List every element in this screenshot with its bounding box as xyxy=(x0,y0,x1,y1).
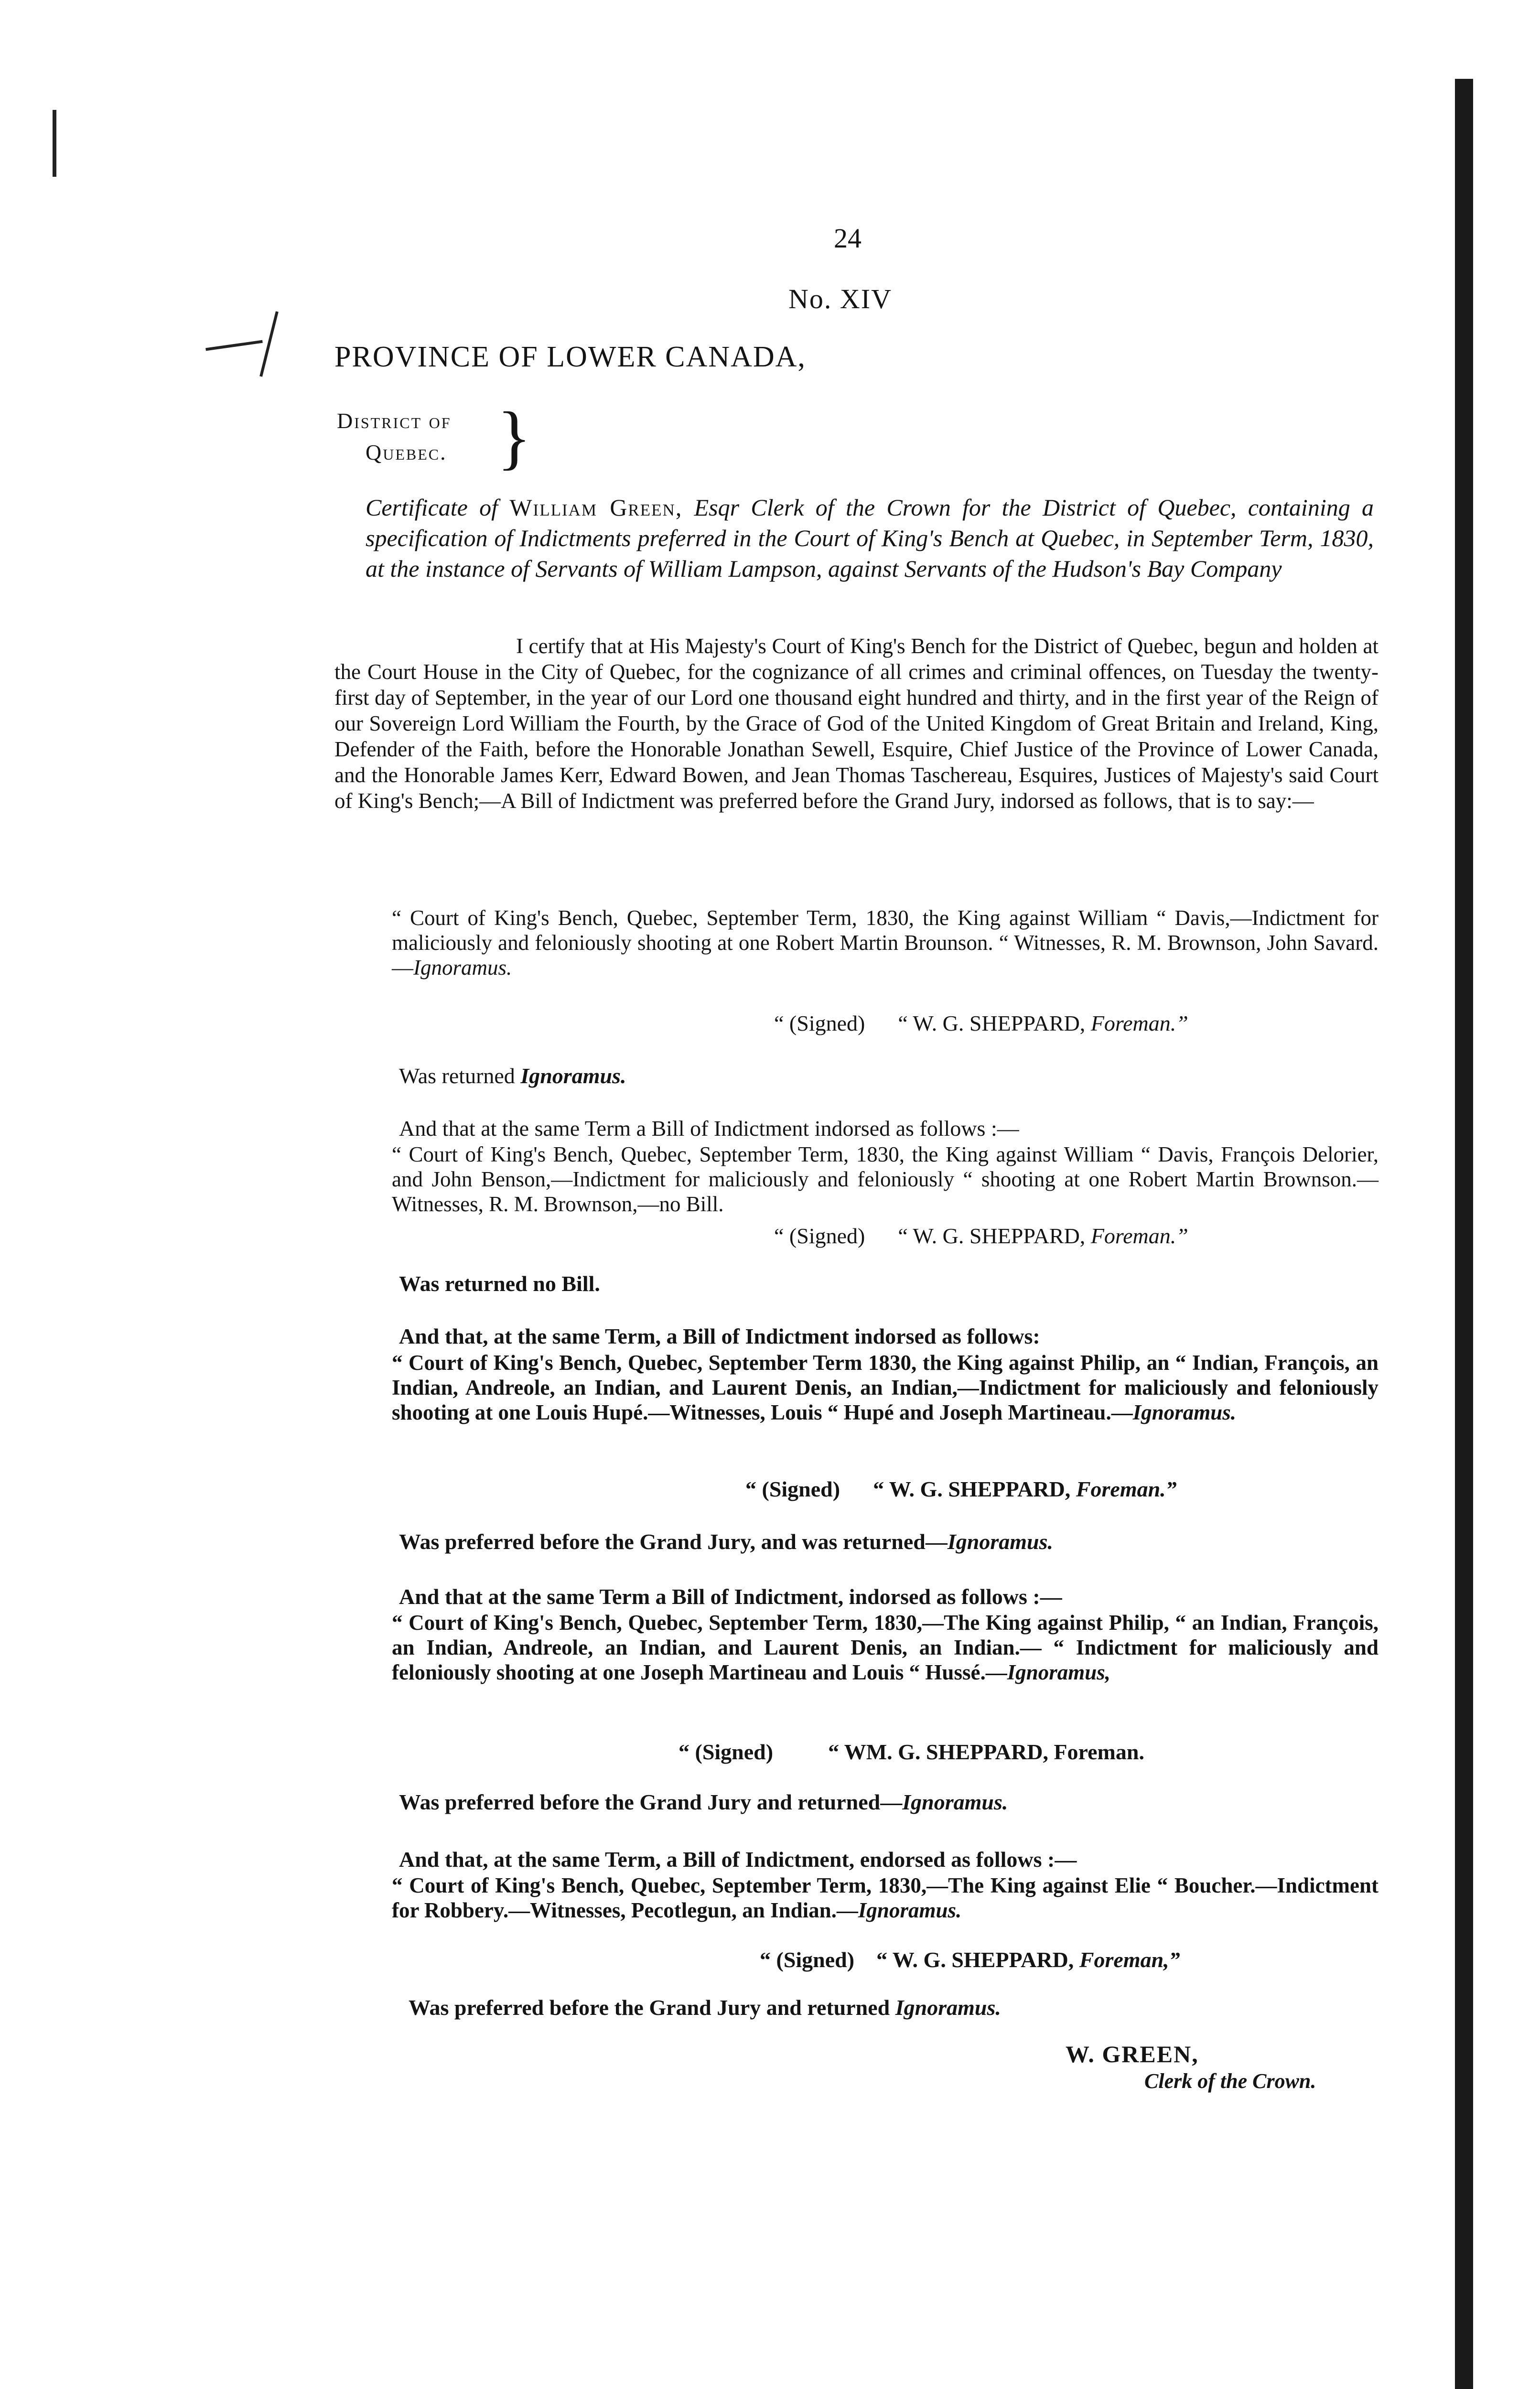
signed-line-5: “ (Signed) “ W. G. SHEPPARD, Foreman,” xyxy=(760,1948,1180,1972)
signed-line-2: “ (Signed) “ W. G. SHEPPARD, Foreman.” xyxy=(774,1224,1188,1248)
signed-line-1: “ (Signed) “ W. G. SHEPPARD, Foreman.” xyxy=(774,1011,1188,1035)
certificate-text: Esqr Clerk of the Crown for the District of Quebec, containing a specification of Indictments preferred in the Court of King's Bench at Quebec, in September Term, 1830, at the instance of Servants of William Lampson, against Servants of the Hudson's Bay Company xyxy=(366,494,1374,582)
bill-intro-2: And that at the same Term a Bill of Indictment indorsed as follows :— xyxy=(399,1116,1019,1141)
signed-line-4: “ (Signed) “ WM. G. SHEPPARD, Foreman. xyxy=(678,1740,1144,1764)
intro-paragraph xyxy=(334,633,1378,814)
district-line-1: District of xyxy=(337,409,452,433)
binding-edge xyxy=(1455,79,1473,2389)
document-number: No. XIV xyxy=(788,283,892,314)
result-line-4: Was preferred before the Grand Jury and returned—Ignoramus. xyxy=(399,1790,1008,1814)
district-line-2: Quebec. xyxy=(366,440,447,464)
margin-mark xyxy=(53,110,56,177)
brace-icon: } xyxy=(497,398,531,477)
result-line-3: Was preferred before the Grand Jury, and was returned—Ignoramus. xyxy=(399,1529,1053,1554)
bill-quote-2: “ Court of King's Bench, Quebec, September Term, 1830, the King against William “ Davis, François Delorier, and John Benson,—Indictment for maliciously and feloniously “ shooting at one Robert Martin Brownson.—Witnesses, R. M. Brownson,—no Bill. xyxy=(392,1142,1378,1216)
bill-intro-4: And that at the same Term a Bill of Indictment, indorsed as follows :— xyxy=(399,1584,1062,1609)
bill-intro-3: And that, at the same Term, a Bill of Indictment indorsed as follows: xyxy=(399,1324,1040,1348)
bill-quote-1: “ Court of King's Bench, Quebec, September Term, 1830, the King against William “ Davis,—Indictment for maliciously and feloniously shooting at one Robert Martin Brounson. “ Witnesses, R. M. Brownson, John Savard.—Ignoramus. xyxy=(392,906,1378,979)
certificate-name: William Green, xyxy=(509,494,683,521)
province-heading: PROVINCE OF LOWER CANADA, xyxy=(334,341,806,373)
signature-title: Clerk of the Crown. xyxy=(1144,2069,1316,2093)
certificate-title xyxy=(366,492,1374,584)
margin-mark xyxy=(259,311,279,377)
intro-text: I certify that at His Majesty's Court of King's Bench for the District of Quebec, begun and holden at the Court House in the City of Quebec, for the cognizance of all crimes and criminal offences, on Tuesday the twenty-first day of September, in the year of our Lord one thousand eight hundred and thirty, and in the first year of the Reign of our Sovereign Lord William the Fourth, by the Grace of God of the United Kingdom of Great Britain and Ireland, King, Defender of the Faith, before the Honorable Jonathan Sewell, Esquire, Chief Justice of the Province of Lower Canada, and the Honorable James Kerr, Edward Bowen, and Jean Thomas Taschereau, Esquires, Justices of Majesty's said Court of King's Bench;—A Bill of Indictment was preferred before the Grand Jury, indorsed as follows, that is to say:— xyxy=(334,634,1378,813)
certificate-lead: Certificate of xyxy=(366,494,498,521)
margin-mark xyxy=(205,340,263,351)
result-line-5: Was preferred before the Grand Jury and returned Ignoramus. xyxy=(409,1995,1001,2020)
bill-quote-5: “ Court of King's Bench, Quebec, September Term, 1830,—The King against Elie “ Boucher.—Indictment for Robbery.—Witnesses, Pecotlegun, an Indian.—Ignoramus. xyxy=(392,1873,1378,1922)
signed-line-3: “ (Signed) “ W. G. SHEPPARD, Foreman.” xyxy=(745,1477,1177,1501)
result-line-2: Was returned no Bill. xyxy=(399,1271,600,1296)
result-line-1: Was returned Ignoramus. xyxy=(399,1064,626,1088)
signature-name: W. GREEN, xyxy=(1066,2041,1199,2067)
bill-intro-5: And that, at the same Term, a Bill of Indictment, endorsed as follows :— xyxy=(399,1847,1077,1872)
bill-quote-3: “ Court of King's Bench, Quebec, September Term 1830, the King against Philip, an “ Indian, François, an Indian, Andreole, an Indian, and Laurent Denis, an Indian,—Indictment for maliciously and feloniously shooting at one Louis Hupé.—Witnesses, Louis “ Hupé and Joseph Martineau.—Ignoramus. xyxy=(392,1351,1378,1424)
page-number: 24 xyxy=(834,223,862,254)
bill-quote-4: “ Court of King's Bench, Quebec, September Term, 1830,—The King against Philip, “ an Indian, François, an Indian, Andreole, an Indian, and Laurent Denis, an Indian.— “ Indictment for maliciously and feloniously shooting at one Joseph Martineau and Louis “ Hussé.—Ignoramus, xyxy=(392,1611,1378,1684)
district-label xyxy=(337,405,452,468)
